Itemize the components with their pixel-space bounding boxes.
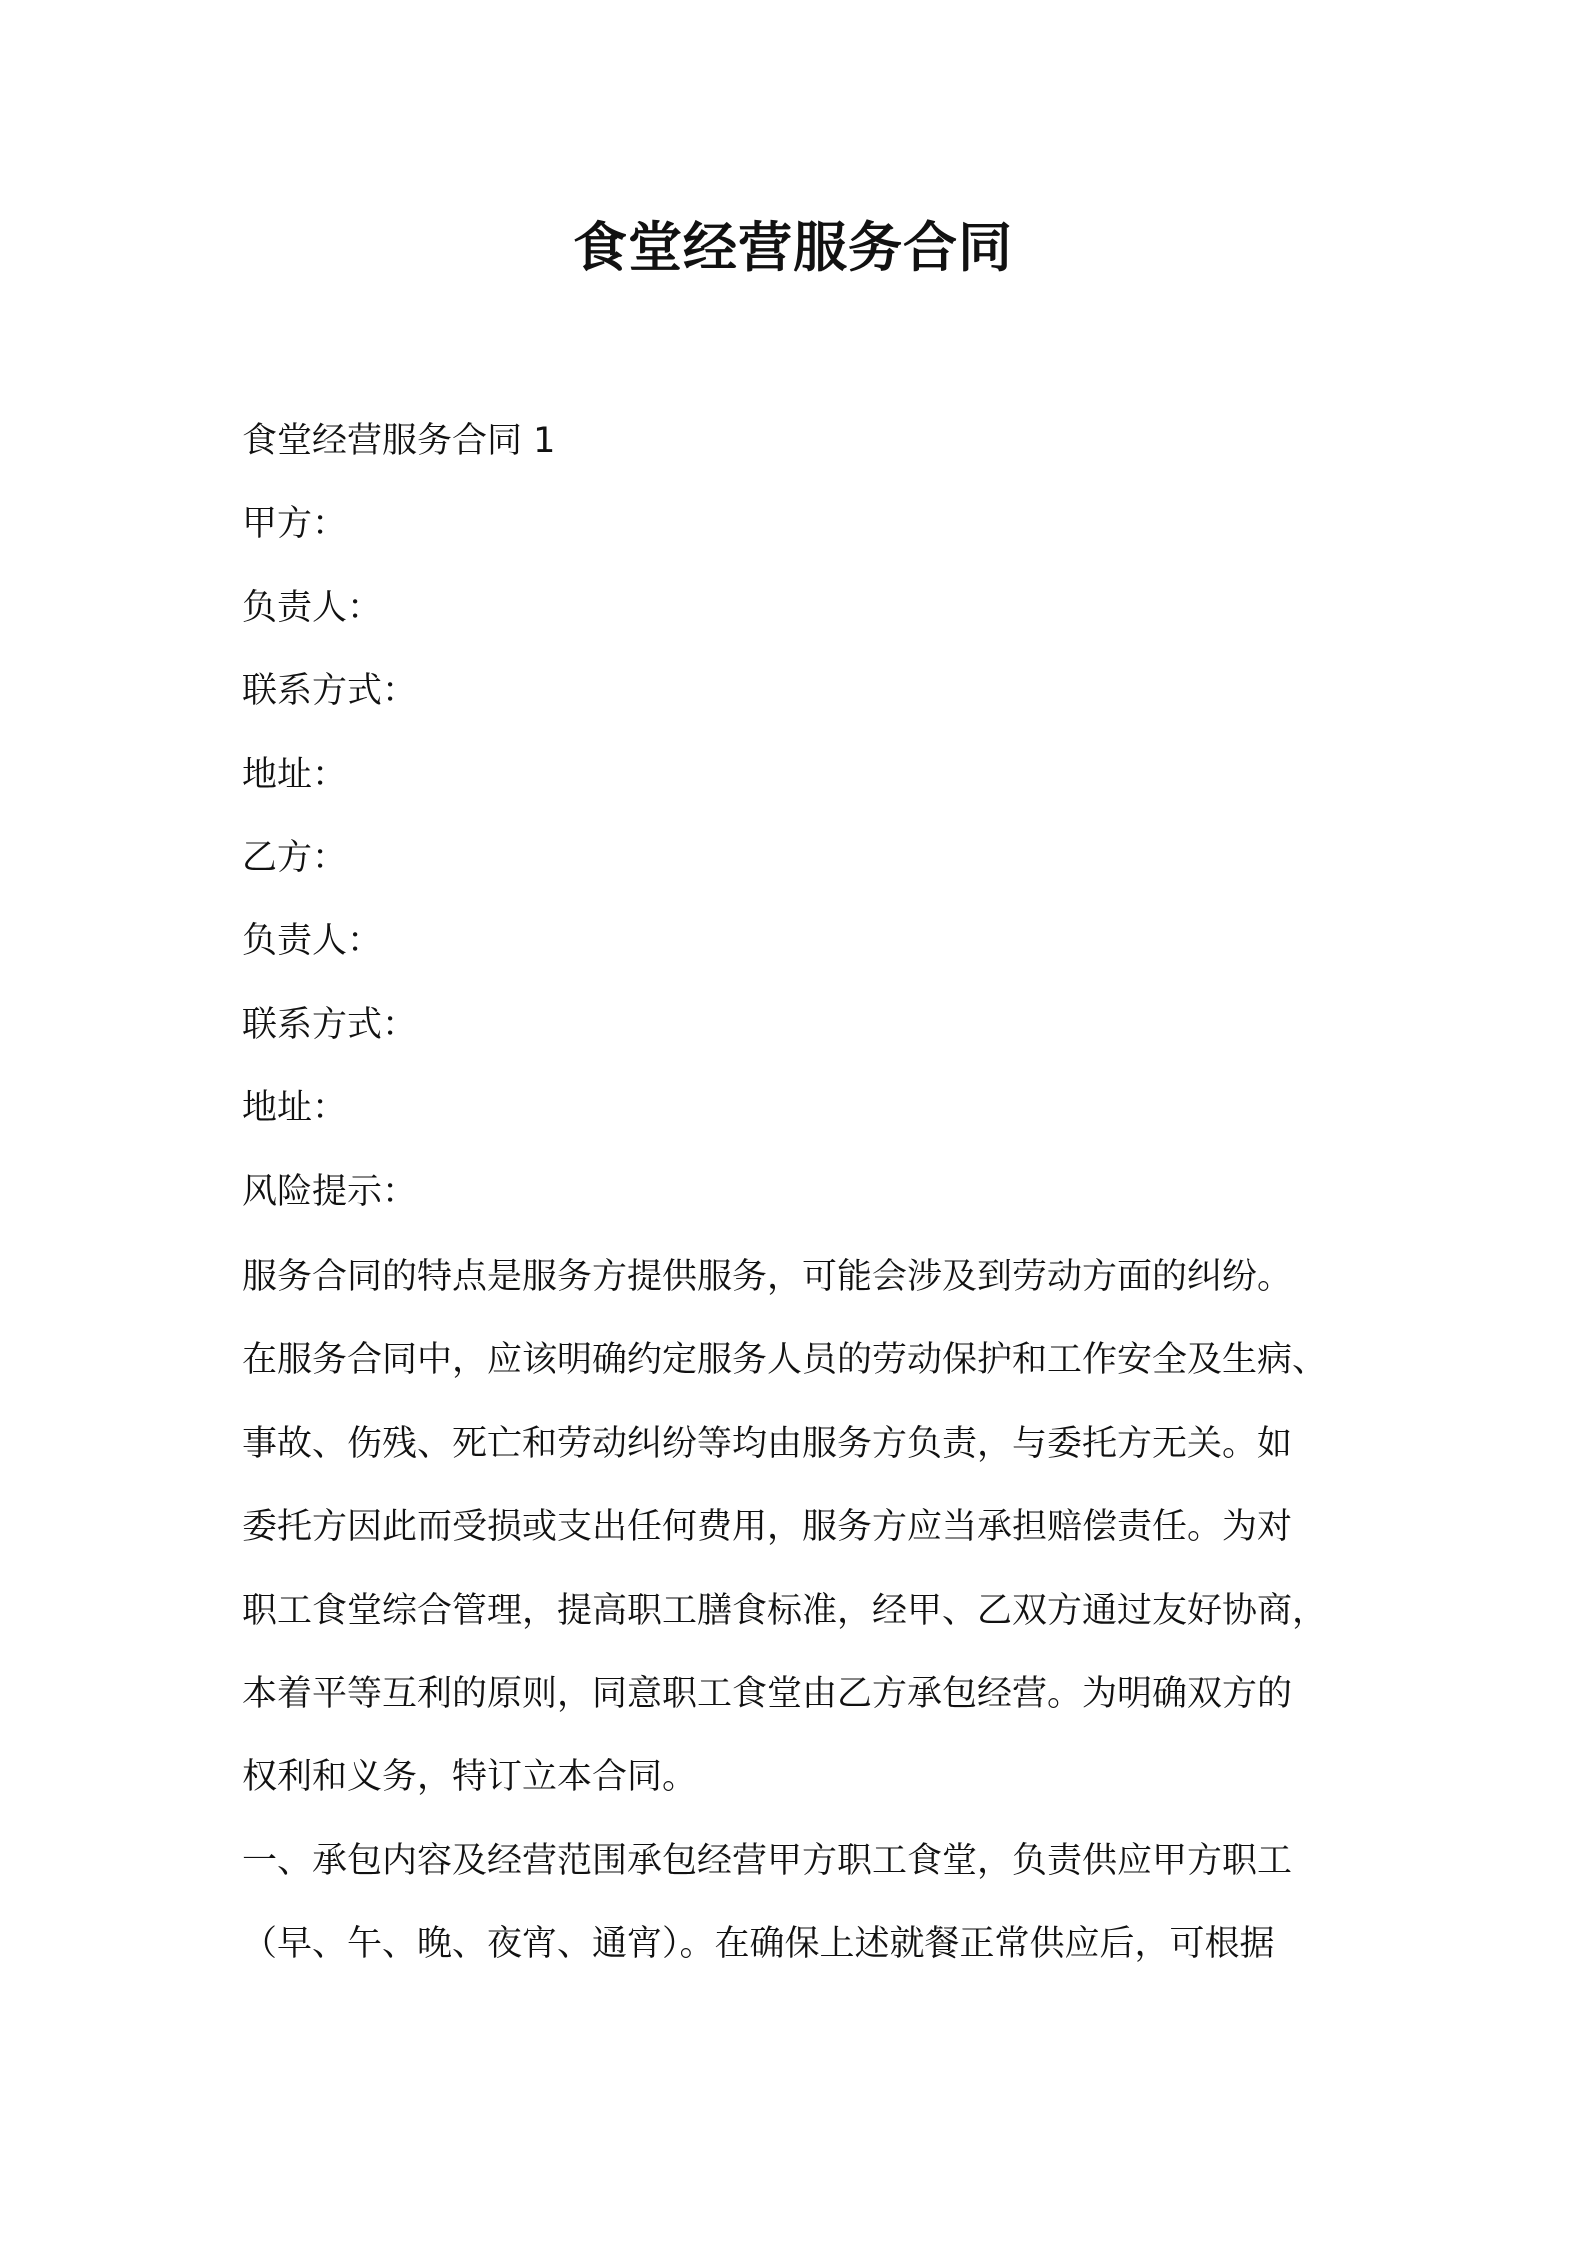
party-a-label: 甲方： — [242, 504, 348, 545]
section-one-line: 一、承包内容及经营范围承包经营甲方职工食堂，负责供应甲方职工 — [242, 1840, 1293, 1881]
contract-subtitle: 食堂经营服务合同 1 — [242, 421, 556, 461]
contract-fields — [242, 400, 1362, 1234]
body-line: 委托方因此而受损或支出任何费用，服务方应当承担赔偿责任。为对 — [242, 1507, 1293, 1548]
body-line: 在服务合同中，应该明确约定服务人员的劳动保护和工作安全及生病、 — [242, 1340, 1328, 1381]
party-b-label: 乙方： — [242, 837, 348, 878]
party-a-representative-label: 负责人： — [242, 587, 383, 628]
body-line: 本着平等互利的原则，同意职工食堂由乙方承包经营。为明确双方的 — [242, 1673, 1293, 1714]
party-b-contact-label: 联系方式： — [242, 1004, 418, 1045]
body-line: 职工食堂综合管理，提高职工膳食标准，经甲、乙双方通过友好协商， — [242, 1590, 1328, 1631]
body-line: 事故、伤残、死亡和劳动纠纷等均由服务方负责，与委托方无关。如 — [242, 1423, 1293, 1464]
party-a-address-label: 地址： — [242, 754, 348, 795]
body-line: 服务合同的特点是服务方提供服务，可能会涉及到劳动方面的纠纷。 — [242, 1257, 1293, 1297]
contract-body — [242, 1236, 1362, 1987]
party-b-address-label: 地址： — [242, 1088, 348, 1129]
risk-notice-label: 风险提示： — [242, 1171, 418, 1212]
party-a-contact-label: 联系方式： — [242, 671, 418, 712]
party-b-representative-label: 负责人： — [242, 921, 383, 962]
body-line: 权利和义务，特订立本合同。 — [242, 1757, 698, 1798]
document-title: 食堂经营服务合同 — [573, 216, 1013, 279]
section-one-line: （早、午、晚、夜宵、通宵）。在确保上述就餐正常供应后，可根据 — [242, 1924, 1275, 1965]
